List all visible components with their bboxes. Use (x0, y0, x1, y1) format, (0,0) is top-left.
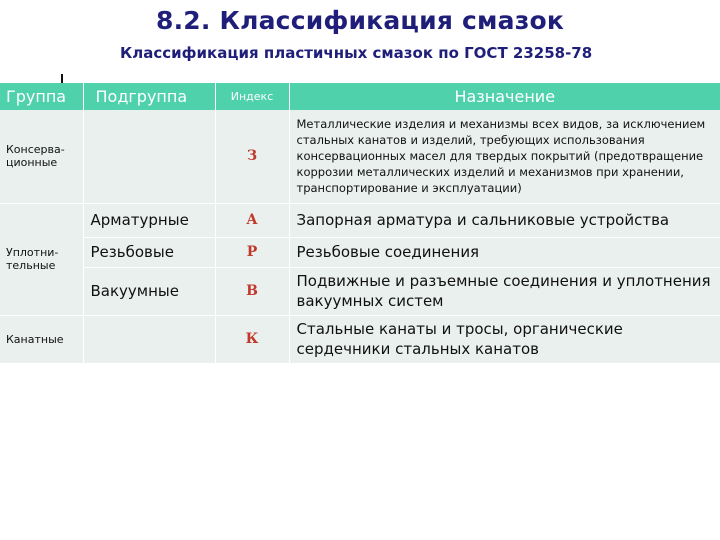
row-index: К (215, 315, 289, 363)
page-title: 8.2. Классификация смазок (155, 6, 564, 35)
table-row (0, 267, 720, 315)
row-subgroup: Резьбовые (83, 237, 215, 267)
row-index: Р (215, 237, 289, 267)
row-group: Уплотни-тельные (0, 203, 83, 315)
row-purpose: Подвижные и разъемные соединения и уплотнения вакуумных систем (289, 267, 720, 315)
row-subgroup (83, 315, 215, 363)
row-purpose: Резьбовые соединения (289, 237, 720, 267)
row-index: З (215, 110, 289, 203)
row-index: В (215, 267, 289, 315)
row-purpose: Запорная арматура и сальниковые устройства (289, 203, 720, 237)
row-group: Консерва-ционные (0, 110, 83, 203)
row-group: Канатные (0, 315, 83, 363)
row-purpose: Металлические изделия и механизмы всех видов, за исключением стальных канатов и изделий, требующих использования консервационных масел для твердых покрытий (предотвращение коррозии металлических изделий и механизмов при хранении, транспортирование и эксплуатации) (289, 110, 720, 203)
table-header-row (0, 83, 720, 110)
row-subgroup (83, 110, 215, 203)
row-purpose: Стальные канаты и тросы, органические сердечники стальных канатов (289, 315, 720, 363)
header-group: Группа (0, 83, 83, 110)
page-subtitle: Классификация пластичных смазок по ГОСТ 23258-78 (120, 44, 593, 62)
row-subgroup: Вакуумные (83, 267, 215, 315)
table-row (0, 203, 720, 237)
row-subgroup: Арматурные (83, 203, 215, 237)
table-row (0, 315, 720, 363)
header-index: Индекс (215, 83, 289, 110)
table-row (0, 110, 720, 203)
lubricant-classification-table (0, 83, 720, 364)
header-subgroup: Подгруппа (83, 83, 215, 110)
header-purpose: Назначение (289, 83, 720, 110)
decorative-tick (61, 74, 63, 83)
row-index: А (215, 203, 289, 237)
table-row (0, 237, 720, 267)
